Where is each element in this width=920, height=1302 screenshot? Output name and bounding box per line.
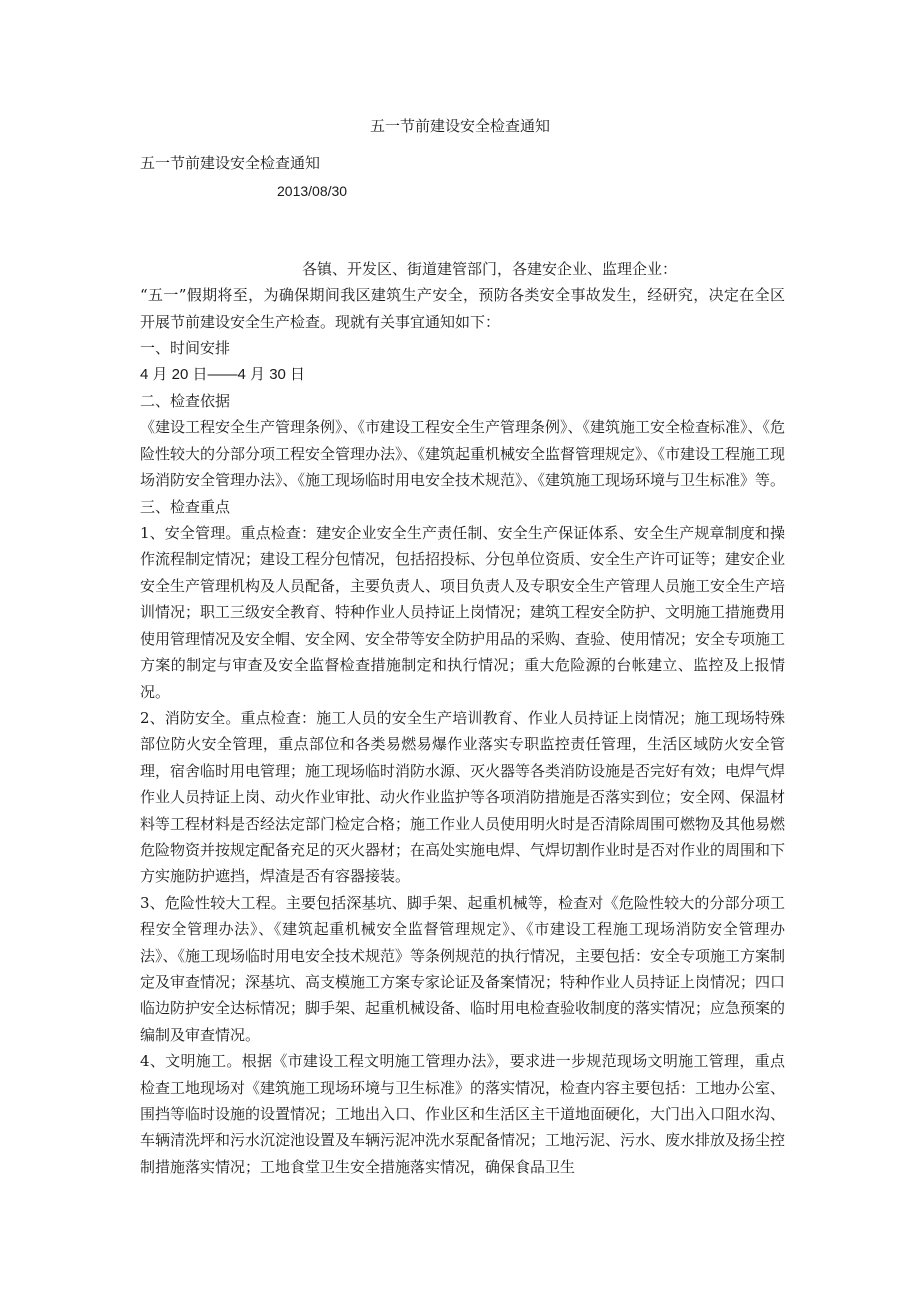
section-heading-basis: 二、检查依据 [140, 392, 231, 411]
intro-paragraph: “五一”假期将至，为确保期间我区建筑生产安全，预防各类安全事故发生，经研究，决定在全区开展节前建设安全生产检查。现就有关事宜通知如下： [140, 286, 785, 331]
salutation: 各镇、开发区、街道建管部门，各建安企业、监理企业： [302, 260, 678, 278]
time-range: 4 月 20 日——4 月 30 日 [140, 365, 306, 383]
focus-item-safety-management: 1、安全管理。重点检查：建安企业安全生产责任制、安全生产保证体系、安全生产规章制度和操作流程制定情况；建设工程分包情况，包括招投标、分包单位资质、安全生产许可证等；建安企业安全生产管理机构及人员配备，主要负责人、项目负责人及专职安全生产管理人员施工安全生产培训情况；职工三级安全教育、特种作业人员持证上岗情况；建筑工程安全防护、文明施工措施费用使用管理情况及安全帽、安全网、安全带等安全防护用品的采购、查验、使用情况；安全专项施工方案的制定与审查及安全监督检查措施制定和执行情况；重大危险源的台帐建立、监控及上报情况。 [140, 524, 786, 701]
document-date: 2013/08/30 [277, 183, 348, 199]
focus-item-hazardous-works: 3、危险性较大工程。主要包括深基坑、脚手架、起重机械等，检查对《危险性较大的分部分项工程安全管理办法》、《建筑起重机械安全监督管理规定》、《市建设工程施工现场消防安全管理办法》、《施工现场临时用电安全技术规范》等条例规范的执行情况，主要包括：安全专项施工方案制定及审查情况；深基坑、高支模施工方案专家论证及备案情况；特种作业人员持证上岗情况；四口临边防护安全达标情况；脚手架、起重机械设备、临时用电检查验收制度的落实情况；应急预案的编制及审查情况。 [140, 893, 786, 1044]
document-subtitle: 五一节前建设安全检查通知 [140, 154, 321, 172]
section-heading-focus: 三、检查重点 [140, 497, 231, 516]
document-title: 五一节前建设安全检查通知 [369, 117, 550, 135]
document-body [140, 256, 785, 1180]
basis-paragraph: 《建设工程安全生产管理条例》、《市建设工程安全生产管理条例》、《建筑施工安全检查标准》、《危险性较大的分部分项工程安全管理办法》、《建筑起重机械安全监督管理规定》、《市建设工程施工现场消防安全管理办法》、《施工现场临时用电安全技术规范》、《建筑施工现场环境与卫生标准》等。 [140, 418, 786, 490]
focus-item-fire-safety: 2、消防安全。重点检查：施工人员的安全生产培训教育、作业人员持证上岗情况；施工现场特殊部位防火安全管理，重点部位和各类易燃易爆作业落实专职监控责任管理，生活区域防火安全管理，宿舍临时用电管理；施工现场临时消防水源、灭火器等各类消防设施是否完好有效；电焊气焊作业人员持证上岗、动火作业审批、动火作业监护等各项消防措施是否落实到位；安全网、保温材料等工程材料是否经法定部门检定合格；施工作业人员使用明火时是否清除周围可燃物及其他易燃危险物资并按规定配备充足的灭火器材；在高处实施电焊、气焊切割作业时是否对作业的周围和下方实施防护遮挡，焊渣是否有容器接装。 [140, 708, 786, 886]
section-heading-time: 一、时间安排 [140, 339, 231, 358]
focus-item-civilized-construction: 4、文明施工。根据《市建设工程文明施工管理办法》，要求进一步规范现场文明施工管理，重点检查工地现场对《建筑施工现场环境与卫生标准》的落实情况，检查内容主要包括：工地办公室、围挡等临时设施的设置情况；工地出入口、作业区和生活区主干道地面硬化，大门出入口阻水沟、车辆清洗坪和污水沉淀池设置及车辆污泥冲洗水泵配备情况；工地污泥、污水、废水排放及扬尘控制措施落实情况；工地食堂卫生安全措施落实情况，确保食品卫生 [140, 1052, 786, 1176]
